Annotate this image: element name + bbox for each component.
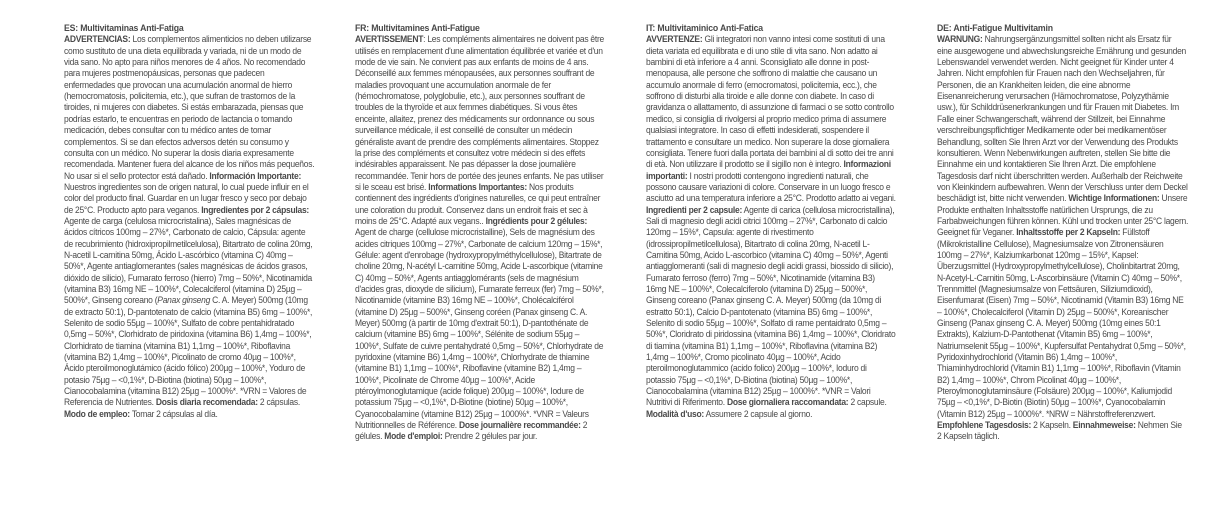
ingredients-text-continued: C. A. Meyer) 500mg (10mg de extracto 50:1), D-pantotenato de calcio (vitamina B5) 6mg – 100%*, Selenito de sodio 55µg – 100%*, Sulfato de cobre pentahidratado 0,5mg – 50%*, Clorhidrato de piridoxina (vitamina B6) 1,4mg – 100%*, Clorhidrato de tiamina (vitamina B1) 1,1mg – 100%*, Riboflavina (vitamina B2) 1,4mg – 100%*, Picolinato de cromo 40µg – 100%*, Ácido pteroilmonoglutámico (ácido fólico) 200µg – 100%*, Yoduro de potasio 75µg – <0,1%*, D-Biotina (biotina) 50µg – 100%*, Cianocobalamina (vitamina B12) 25µg – 1000%*. *VRN = Valores de Referencia de Nutrientes. bbox=[64, 295, 313, 408]
warning-label: WARNUNG: bbox=[937, 34, 983, 45]
column-title: ES: Multivitaminas Anti-Fatiga bbox=[64, 22, 184, 33]
column-fr bbox=[355, 22, 606, 512]
column-title: FR: Multivitamines Anti-Fatigue bbox=[355, 22, 480, 33]
column-title: DE: Anti-Fatigue Multivitamin bbox=[937, 22, 1053, 33]
ingredients-label: Ingredienti per 2 capsule: bbox=[646, 204, 743, 215]
usage-label: Modalità d'uso: bbox=[646, 408, 704, 419]
usage-label: Mode d'emploi: bbox=[384, 431, 443, 442]
column-de bbox=[937, 22, 1188, 512]
warning-label: ADVERTENCIAS: bbox=[64, 34, 131, 45]
column-it bbox=[646, 22, 897, 512]
warning-text: Gli integratori non vanno intesi come sostituti di una dieta variata ed equilibrata e di uno stile di vita sano. Non adatto ai bambini di età inferiore a 4 anni. Sconsigliato alle donne in post-menopausa, alle persone che soffrono di malattie che causano un accumulo anormale di ferro (emocromatosi, policitemia, ecc.), che soffrono di disturbi alla tiroide e alle donne con diabete. In caso di gravidanza o allattamento, di assunzione di farmaci o se sotto controllo medico, si consiglia di rivolgersi al proprio medico prima di assumere qualsiasi integratore. In caso di effetti indesiderati, sospendere il trattamento e consultare un medico. Non superare la dose giornaliera consigliata. Tenere fuori dalla portata dei bambini al di sotto dei tre anni di età. Non utilizzare il prodotto se il sigillo non è integro. bbox=[646, 34, 894, 170]
usage-label: Einnahmeweise: bbox=[1072, 420, 1136, 431]
dose-label: Dose giornaliera raccomandata: bbox=[726, 397, 849, 408]
info-label: Informations Importantes: bbox=[428, 181, 527, 192]
usage-text: Tomar 2 cápsulas al día. bbox=[129, 408, 218, 419]
info-label: Informazioni importanti: bbox=[646, 159, 891, 181]
info-text: Nos produits contiennent des ingrédients d'origines naturelles, ce qui peut entraîner une coloration du produit. Conservez dans un endroit frais et sec à moins de 25°C. Adapté aux vegans.. bbox=[355, 181, 601, 226]
usage-text: Assumere 2 capsule al giorno. bbox=[703, 408, 813, 419]
dose-label: Dose journalière recommandée: bbox=[458, 420, 581, 431]
info-label: Información Importante: bbox=[209, 170, 302, 181]
column-body bbox=[355, 34, 606, 442]
dose-text: 2 gélules. bbox=[355, 420, 588, 442]
warning-text: Los complementos alimenticios no deben utilizarse como sustituto de una dieta equilibrada y variada, ni de un modo de vida sano. No apto para niños menores de 4 años. No recomendado para mujeres postmenopáusicas, personas que padecen enfermedades que provocan una acumulación anormal de hierro (hemocromatosis, policitemia, etc.), que sufran de trastornos de la tiroides, ni mujeres con diabetes. Si estás embarazada, piensas que podrías estarlo, te encuentras en periodo de lactancia o tomando medicación, debes consultar con tu médico antes de tomar complementos. Si se dan efectos adversos detén su consumo y consulta con un médico. No superar la dosis diaria expresamente recomendada. Mantener fuera del alcance de los niños más pequeños. No usar si el sello protector está dañado. bbox=[64, 34, 315, 181]
dose-text: 2 cápsulas. bbox=[257, 397, 300, 408]
info-text: Nuestros ingredientes son de origen natural, lo cual puede influir en el color del producto final. Guardar en un lugar fresco y seco por debajo de 25°C. Producto apto para veganos. bbox=[64, 181, 309, 215]
warning-label: AVVERTENZE: bbox=[646, 34, 703, 45]
ingredients-text: Agente de carga (celulosa microcristalina), Sales magnésicas de ácidos cítricos 100mg – 27%*, Carbonato de calcio, Cápsula: agente de recubrimiento (hidroxipropilmetilcelulosa), Bitartrato de colina 20mg, N-acetil L-carnitina 50mg, Ácido L-ascórbico (vitamina C) 40mg – 50%*, Agente antiaglomerantes (sales magnésicas de ácidos grasos, dióxido de silicio), Fumarato ferroso (hierro) 7mg – 50%*, Nicotinamida (vitamina B3) 16mg NE – 100%*, Colecalciferol (vitamina D) 25µg – 500%*, Ginseng coreano ( bbox=[64, 215, 313, 306]
ingredients-label: Inhaltsstoffe per 2 Kapseln: bbox=[1016, 227, 1121, 238]
column-es bbox=[64, 22, 315, 512]
column-body bbox=[646, 34, 897, 420]
ingredients-italic: Panax ginseng bbox=[157, 295, 211, 306]
warning-text: : Les compléments alimentaires ne doivent pas être utilisés en remplacement d'une alimentation équilibrée et variée et d'un mode de vie sain. Ne convient pas aux enfants de moins de 4 ans. Déconseillé aux femmes ménopausées, aux personnes souffrant de maladies provoquant une accumulation anormale de fer (hémochromatose, polyglobulie, etc.), aux personnes souffrant de troubles de la thyroïde et aux femmes diabétiques. Si vous êtes enceinte, allaitez, prenez des médicaments sur ordonnance ou sous surveillance médicale, il est conseillé de consulter un médecin généraliste avant de prendre des compléments alimentaires. Stoppez la prise des compléments et consultez votre médecin si des effets indésirables apparaissent. Ne pas dépasser la dose journalière recommandée. Tenir hors de portée des jeunes enfants. Ne pas utiliser si le sceau est brisé. bbox=[355, 34, 604, 192]
ingredients-text: Füllstoff (Mikrokristalline Cellulose), Magnesiumsalze von Zitronensäuren 100mg – 27%*, Kalziumkarbonat 120mg – 15%*, Kapsel: Überzugsmittel (Hydroxypropylmethylcellulose), Cholinbitartrat 20mg, N-Acetyl-L-Carnitin 50mg, L-Ascorbinsäure (Vitamin C) 40mg – 50%*, Trennmittel (Magnesiumsalze von Fettsäuren, Siliziumdioxid), Eisenfumarat (Eisen) 7mg – 50%*, Nicotinamid (Vitamin B3) 16mg NE – 100%*, Cholecalciferol (Vitamin D) 25µg – 500%*, Koreanischer Ginseng (Panax ginseng C. A. Meyer) 500mg (10mg eines 50:1 Extrakts), Kalzium-D-Pantothenat (Vitamin B5) 6mg – 100%*, Natriumselenit 55µg – 100%*, Kupfersulfat Pentahydrat 0,5mg – 50%*, Pyridoxinhydrochlorid (Vitamin B6) 1,4mg – 100%*, Thiaminhydrochlorid (Vitamin B1) 1,1mg – 100%*, Riboflavin (Vitamin B2) 1,4mg – 100%*, Chrom Picolinat 40µg – 100%*, Pteroylmonoglutaminsäure (Folsäure) 200µg – 100%*, Kaliumjodid 75µg – <0,1%*, D-Biotin (Biotin) 50µg – 100%*, Cyanocobalamin (Vitamin B12) 25µg – 1000%*. *NRW = Nährstoffreferenzwert. bbox=[937, 227, 1186, 419]
dose-label: Dosis diaria recomendada: bbox=[155, 397, 258, 408]
info-text: Unsere Produkte enthalten Inhaltsstoffe natürlichen Ursprungs, die zu Farbabweichungen führen können. Kühl und trocken unter 25°C lagern. Geeignet für Veganer. bbox=[937, 193, 1189, 238]
dose-text: 2 Kapseln. bbox=[1031, 420, 1073, 431]
info-label: Wichtige Informationen: bbox=[1068, 193, 1160, 204]
column-body bbox=[937, 34, 1188, 442]
ingredients-label: Ingrédients pour 2 gélules: bbox=[485, 215, 588, 226]
ingredients-text: Agent de charge (cellulose microcristalline), Sels de magnésium des acides citriques 100mg – 27%*, Carbonate de calcium 120mg – 15%*, Gélule: agent d'enrobage (hydroxypropylméthylcellulose), Bitartrate de choline 20mg, N-acétyl L-carnitine 50mg, Acide L-ascorbique (vitamine C) 40mg – 50%*, Agents antiagglomérants (sels de magnésium d'acides gras, dioxyde de silicium), Fumarate ferreux (fer) 7mg – 50%*, Nicotinamide (vitamine B3) 16mg NE – 100%*, Cholécalciférol (vitamine D) 25µg – 500%*, Ginseng coréen (Panax ginseng C. A. Meyer) 500mg (à partir de 10mg d'extrait 50:1), D-pantothénate de calcium (vitamine B5) 6mg – 100%*, Sélénite de sodium 55µg – 100%*, Sulfate de cuivre pentahydraté 0,5mg – 50%*, Chlorhydrate de pyridoxine (vitamine B6) 1,4mg – 100%*, Chlorhydrate de thiamine (vitamine B1) 1,1mg – 100%*, Riboflavine (vitamine B2) 1,4mg – 100%*, Picolinate de Chrome 40µg – 100%*, Acide ptéroylmonoglutamique (acide folique) 200µg – 100%*, Iodure de potassium 75µg – <0,1%*, D-Biotine (biotine) 50µg – 100%*, Cyanocobalamine (vitamine B12) 25µg – 1000%*. *VNR = Valeurs Nutritionnelles de Référence. bbox=[355, 227, 604, 431]
warning-label: AVERTISSEMENT bbox=[355, 34, 424, 45]
column-body bbox=[64, 34, 315, 420]
dose-label: Empfohlene Tagesdosis: bbox=[937, 420, 1032, 431]
column-title: IT: Multivitaminico Anti-Fatica bbox=[646, 22, 763, 33]
usage-label: Modo de empleo: bbox=[64, 408, 130, 419]
ingredients-label: Ingredientes por 2 cápsulas: bbox=[201, 204, 309, 215]
usage-text: Prendre 2 gélules par jour. bbox=[442, 431, 538, 442]
usage-text: Nehmen Sie 2 Kapseln täglich. bbox=[937, 420, 1182, 442]
info-text: I nostri prodotti contengono ingredienti naturali, che possono causare variazioni di colore. Conservare in un luogo fresco e asciutto ad una temperatura inferiore a 25°C. Prodotto adatto ai vegani. bbox=[646, 170, 896, 204]
warning-text: Nahrungsergänzungsmittel sollten nicht als Ersatz für eine ausgewogene und abwechslungsreiche Ernährung und gesunden Lebenswandel verwendet werden. Nicht geeignet für Kinder unter 4 Jahren. Nicht empfohlen für Frauen nach den Wechseljahren, für Personen, die an Krankheiten leiden, die eine abnorme Eisenanreicherung verursachen (Hämochromatose, Polyzythämie usw.), für Schilddrüsenerkrankungen und für Frauen mit Diabetes. Im Falle einer Schwangerschaft, während der Stillzeit, bei Einnahme verschreibungspflichtiger Medikamente oder bei medikamentöser Behandlung, sollten Sie Ihren Arzt vor der Verwendung des Produkts konsultieren. Wenn Nebenwirkungen auftreten, stellen Sie bitte die Einnahme ein und kontaktieren Sie Ihren Arzt. Die empfohlene Tagesdosis darf nicht überschritten werden. Außerhalb der Reichweite von Kleinkindern aufbewahren. Wenn der Verschluss unter dem Deckel beschädigt ist, bitte nicht verwenden. bbox=[937, 34, 1188, 204]
ingredients-text: Agente di carica (cellulosa microcristallina), Sali di magnesio degli acidi citrici 100mg – 27%*, Carbonato di calcio 120mg – 15%*, Capsula: agente di rivestimento (idrossipropilmetilcellulosa), Bitartrato di colina 20mg, N-acetil L-Carnitina 50mg, Acido L-ascorbico (vitamina C) 40mg – 50%*, Agenti antiagglomeranti (sali di magnesio degli acidi grassi, biossido di silicio), Fumarato ferroso (ferro) 7mg – 50%*, Nicotinamide (vitamina B3) 16mg NE – 100%*, Colecalciferolo (vitamina D) 25µg – 500%*, Ginseng coreano (Panax ginseng C. A. Meyer) 500mg (da 10mg di estratto 50:1), Calcio D-pantotenato (vitamina B5) 6mg – 100%*, Selenito di sodio 55µg – 100%*, Solfato di rame pentaidrato 0,5mg – 50%*, Cloridrato di piridossina (vitamina B6) 1,4mg – 100%*, Cloridrato di tiamina (vitamina B1) 1,1mg – 100%*, Riboflavina (vitamina B2) 1,4mg – 100%*, Cromo picolinato 40µg – 100%*, Acido pteroilmonoglutammico (acido folico) 200µg – 100%*, Ioduro di potassio 75µg – <0,1%*, D-Biotina (biotina) 50µg – 100%*, Cianocobalamina (vitamina B12) 25µg – 1000%*. *VNR = Valori Nutritivi di Riferimento. bbox=[646, 204, 896, 408]
dose-text: 2 capsule. bbox=[848, 397, 887, 408]
